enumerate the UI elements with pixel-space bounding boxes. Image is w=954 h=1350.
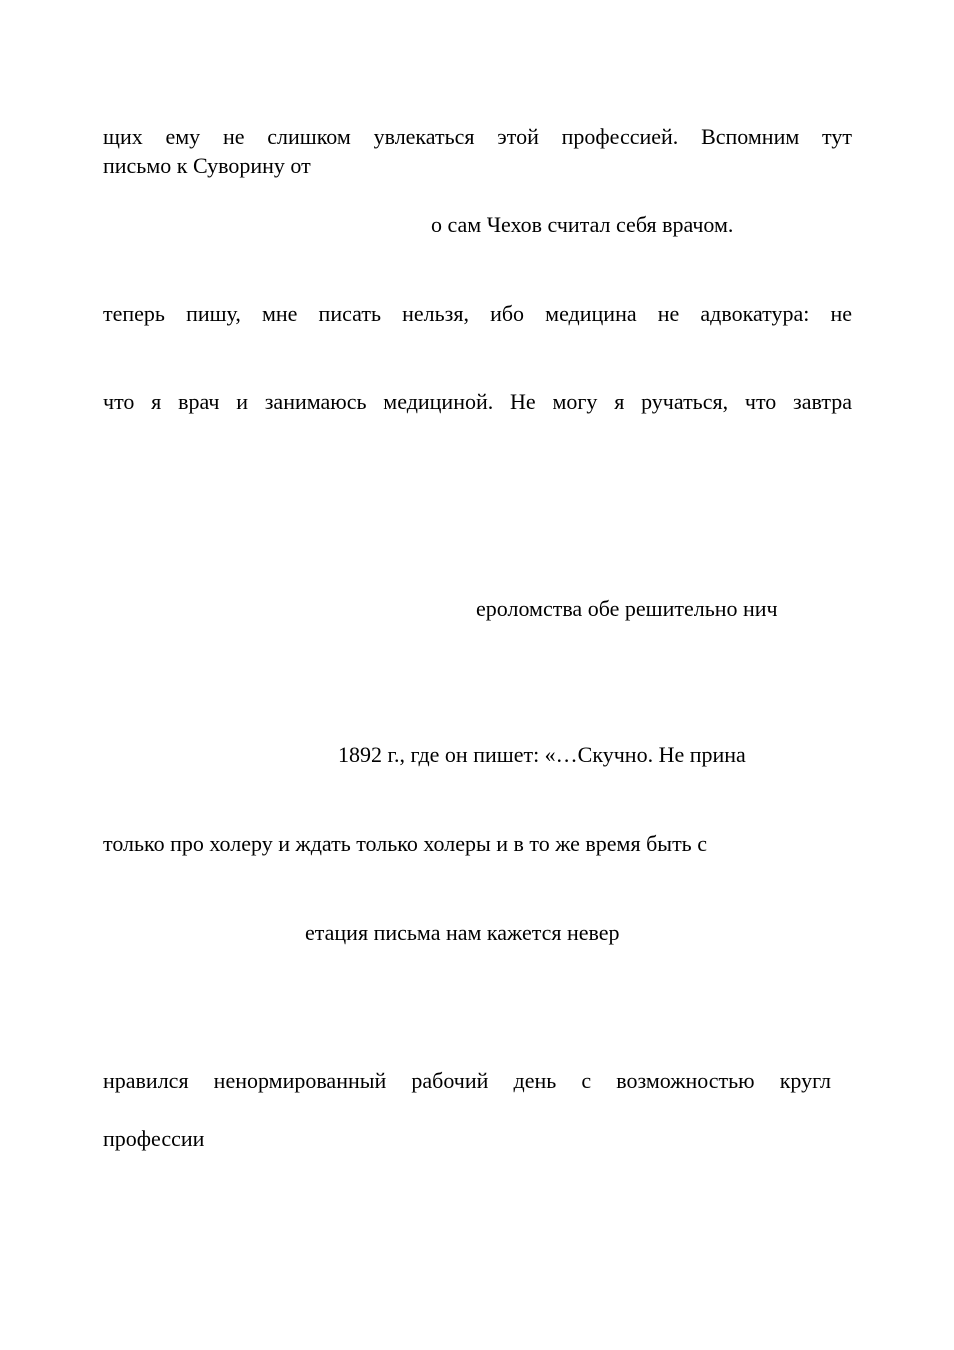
text-line: ероломства обе решительно нич <box>476 596 778 621</box>
text-line: нравился ненормированный рабочий день с возможностью кругл <box>103 1068 831 1093</box>
text-line: письмо к Суворину от <box>103 153 311 178</box>
text-line: только про холеру и ждать только холеры и в то же время быть с <box>103 831 707 856</box>
text-line: щих ему не слишком увлекаться этой профессией. Вспомним тут <box>103 124 852 149</box>
text-line: етация письма нам кажется невер <box>305 920 620 945</box>
text-line: профессии <box>103 1126 205 1151</box>
text-line: теперь пишу, мне писать нельзя, ибо медицина не адвокатура: не <box>103 301 852 326</box>
text-line: о сам Чехов считал себя врачом. <box>431 212 734 237</box>
text-line: что я врач и занимаюсь медициной. Не могу я ручаться, что завтра <box>103 389 852 414</box>
text-line: 1892 г., где он пишет: «…Скучно. Не прина <box>338 742 746 767</box>
